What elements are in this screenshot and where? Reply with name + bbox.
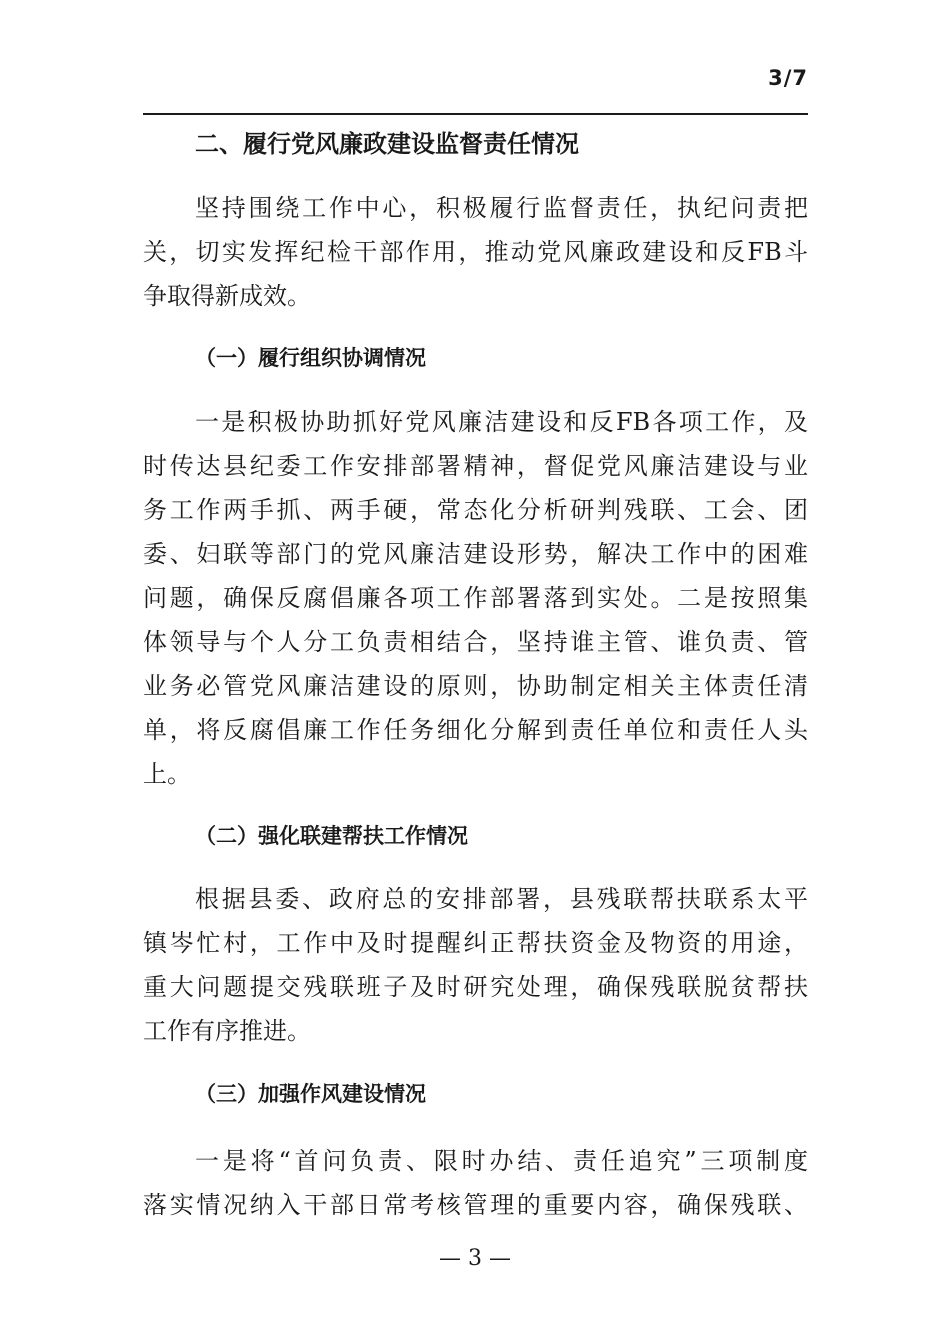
paragraph-line: 争取得新成效。 bbox=[143, 282, 311, 310]
paragraph-line: 上。 bbox=[143, 760, 191, 788]
section-intro-paragraph bbox=[143, 186, 808, 318]
paragraph-line: 工作有序推进。 bbox=[143, 1017, 311, 1045]
subsection-heading-3: （三）加强作风建设情况 bbox=[195, 1082, 426, 1106]
paragraph-line: 业务必管党风廉洁建设的原则，协助制定相关主体责任清 bbox=[143, 672, 808, 700]
paragraph-line: 委、妇联等部门的党风廉洁建设形势，解决工作中的困难 bbox=[143, 540, 808, 568]
subsection-heading-1: （一）履行组织协调情况 bbox=[195, 346, 426, 370]
paragraph-line: 时传达县纪委工作安排部署精神，督促党风廉洁建设与业 bbox=[143, 452, 808, 480]
paragraph-line: 镇岑忙村，工作中及时提醒纠正帮扶资金及物资的用途， bbox=[143, 929, 808, 957]
subsection-1-paragraph bbox=[143, 400, 808, 796]
paragraph-line: 问题，确保反腐倡廉各项工作部署落到实处。二是按照集 bbox=[143, 584, 808, 612]
paragraph-line: 一是积极协助抓好党风廉洁建设和反FB各项工作，及 bbox=[195, 408, 808, 436]
paragraph-line: 关，切实发挥纪检干部作用，推动党风廉政建设和反FB斗 bbox=[143, 238, 808, 266]
paragraph-line: 务工作两手抓、两手硬，常态化分析研判残联、工会、团 bbox=[143, 496, 808, 524]
subsection-3-paragraph bbox=[143, 1139, 808, 1227]
section-heading: 二、履行党风廉政建设监督责任情况 bbox=[195, 130, 579, 158]
header-rule bbox=[143, 113, 808, 115]
paragraph-line: 落实情况纳入干部日常考核管理的重要内容，确保残联、 bbox=[143, 1191, 808, 1219]
paragraph-line: 重大问题提交残联班子及时研究处理，确保残联脱贫帮扶 bbox=[143, 973, 808, 1001]
paragraph-line: 体领导与个人分工负责相结合，坚持谁主管、谁负责、管 bbox=[143, 628, 808, 656]
paragraph-line: 根据县委、政府总的安排部署，县残联帮扶联系太平 bbox=[195, 885, 808, 913]
paragraph-line: 单，将反腐倡廉工作任务细化分解到责任单位和责任人头 bbox=[143, 716, 808, 744]
subsection-2-paragraph bbox=[143, 877, 808, 1053]
paragraph-line: 一是将“首问负责、限时办结、责任追究”三项制度 bbox=[195, 1147, 808, 1175]
subsection-heading-2: （二）强化联建帮扶工作情况 bbox=[195, 824, 468, 848]
page-number: — 3 — bbox=[439, 1246, 511, 1271]
paragraph-line: 坚持围绕工作中心，积极履行监督责任，执纪问责把 bbox=[195, 194, 808, 222]
page-counter: 3/7 bbox=[768, 66, 808, 90]
